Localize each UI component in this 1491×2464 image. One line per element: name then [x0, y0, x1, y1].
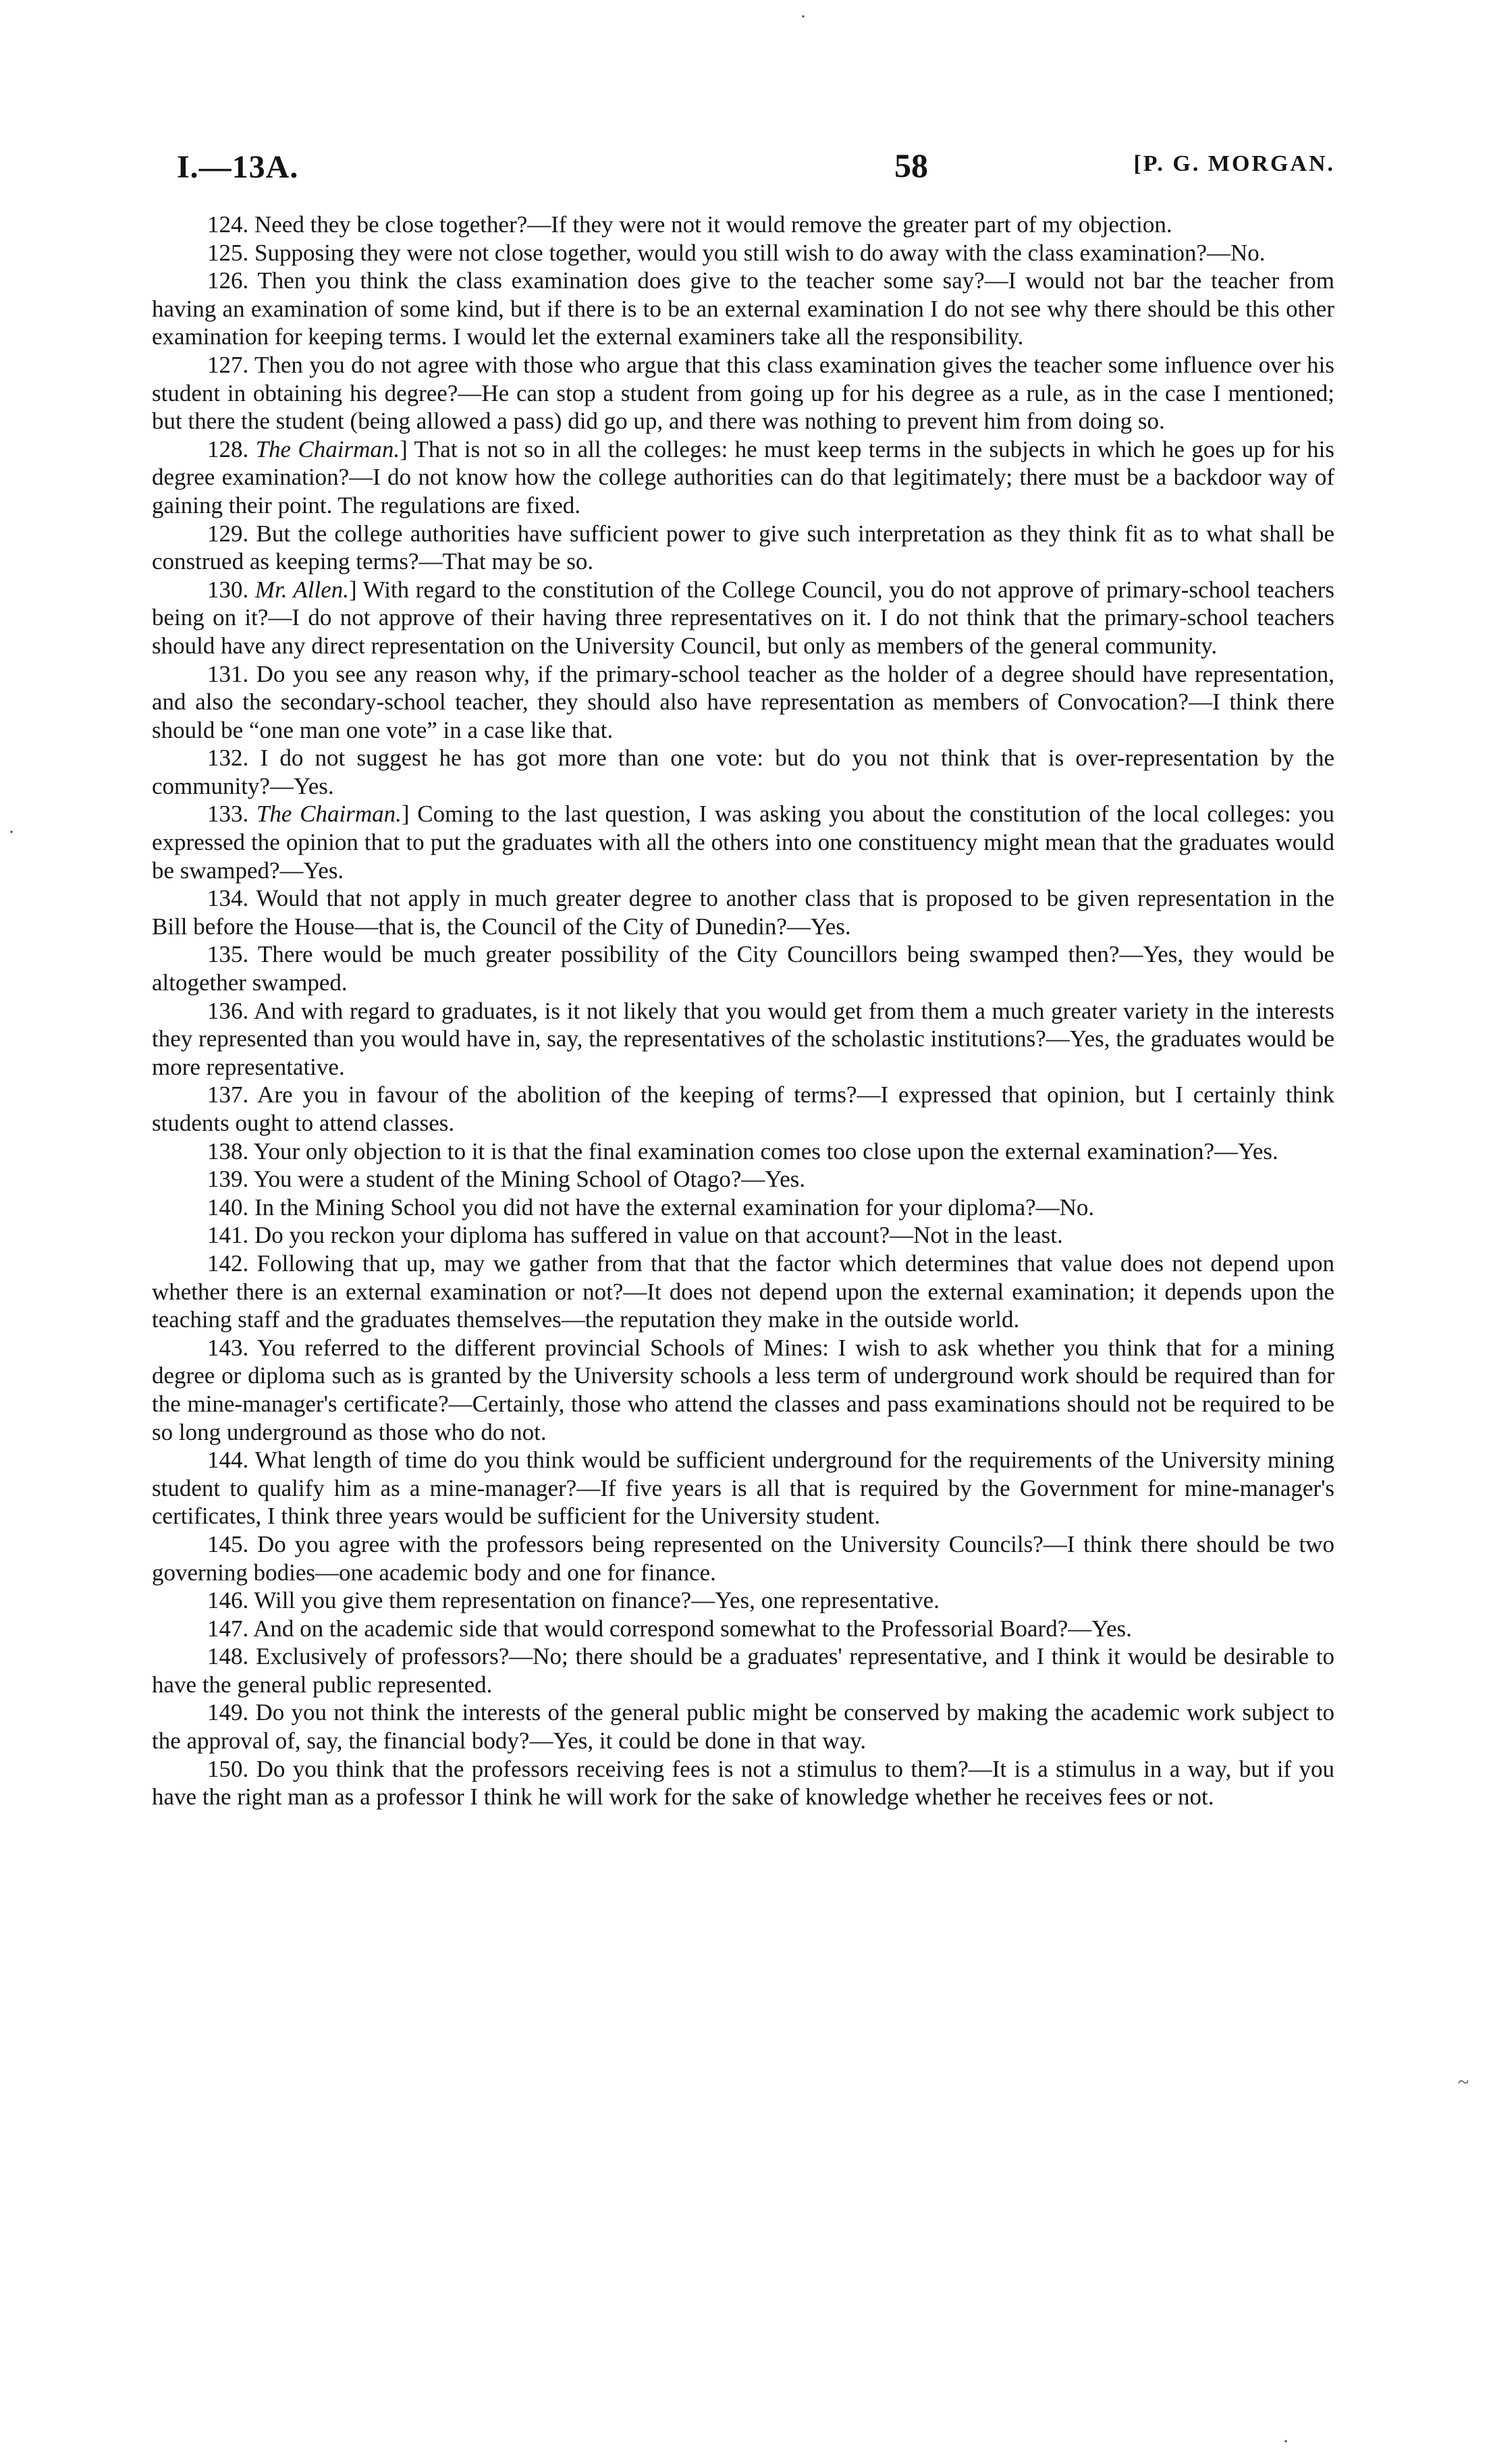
evidence-text [152, 211, 1334, 1811]
question-145: 145. Do you agree with the professors being represented on the University Councils?—I think there should be two governing bodies—one academic body and one for finance. [152, 1530, 1334, 1586]
question-141: 141. Do you reckon your diploma has suffered in value on that account?—Not in the least. [207, 1222, 1063, 1249]
page-number: 58 [894, 146, 928, 184]
speaker-name: The Chairman. [255, 435, 400, 462]
question-135: 135. There would be much greater possibility of the City Councillors being swamped then?—Yes, they would be altogether swamped. [152, 941, 1334, 996]
question-125: 125. Supposing they were not close together, would you still wish to do away with the class examination?—No. [207, 239, 1266, 266]
question-146: 146. Will you give them representation on finance?—Yes, one representative. [207, 1587, 940, 1614]
witness-name: [P. G. MORGAN. [1133, 151, 1335, 176]
question-131: 131. Do you see any reason why, if the primary-school teacher as the holder of a degree should have representation, and also the secondary-school teacher, they should also have representation as members of Convocation?—I think there should be “one man one vote” in a case like that. [152, 660, 1334, 743]
scan-speck: · [8, 821, 15, 843]
question-144: 144. What length of time do you think would be sufficient underground for the requirements of the University mining student to qualify him as a mine-manager?—If five years is all that is required by the Government for mine-manager's certificates, I think three years would be sufficient for the University student. [152, 1447, 1334, 1530]
question-137: 137. Are you in favour of the abolition of the keeping of terms?—I expressed that opinion, but I certainly think students ought to attend classes. [152, 1081, 1334, 1136]
question-143: 143. You referred to the different provincial Schools of Mines: I wish to ask whether you think that for a mining degree or diploma such as is granted by the University schools a less term of underground work should be required than for the mine-manager's certificate?—Certainly, those who attend the classes and pass examinations should not be required to be so long underground as those who do not. [152, 1334, 1334, 1445]
scan-speck: · [800, 5, 807, 28]
question-text: ] With regard to the constitution of the College Council, you do not approve of primary-school teachers being on it?—I do not approve of their having three representatives on it. I do not think that the primary-school teachers should have any direct representation on the University Council, but only as members of the general community. [152, 576, 1335, 659]
question-148: 148. Exclusively of professors?—No; there should be a graduates' representative, and I think it would be desirable to have the general public represented. [152, 1643, 1334, 1698]
question-number: 133. [207, 801, 249, 828]
question-140: 140. In the Mining School you did not have the external examination for your diploma?—No. [207, 1194, 1095, 1221]
question-147: 147. And on the academic side that would correspond somewhat to the Professorial Board?—Yes. [207, 1615, 1132, 1642]
question-150: 150. Do you think that the professors receiving fees is not a stimulus to them?—It is a stimulus in a way, but if you have the right man as a professor I think he will work for the sake of knowledge whether he receives fees or not. [152, 1755, 1334, 1811]
report-reference: I.—13A. [177, 149, 299, 185]
question-133 [152, 800, 1334, 884]
question-139: 139. You were a student of the Mining School of Otago?—Yes. [207, 1166, 805, 1193]
question-number: 128. [207, 435, 249, 462]
speaker-name: Mr. Allen. [254, 576, 349, 603]
question-127: 127. Then you do not agree with those who argue that this class examination gives the teacher some influence over his student in obtaining his degree?—He can stop a student from going up for his degree as a rule, as in the case I mentioned; but there the student (being allowed a pass) did go up, and there was nothing to prevent him from doing so. [152, 351, 1334, 435]
question-134: 134. Would that not apply in much greater degree to another class that is proposed to be given representation in the Bill before the House—that is, the Council of the City of Dunedin?—Yes. [152, 885, 1334, 940]
page-header [177, 146, 1335, 189]
question-132: 132. I do not suggest he has got more than one vote: but do you not think that is over-representation by the community?—Yes. [152, 745, 1334, 799]
question-130 [152, 576, 1334, 660]
question-text: ] Coming to the last question, I was asking you about the constitution of the local colleges: you expressed the opinion that to put the graduates with all the others into one constituency might mean that the graduates would be swamped?—Yes. [152, 801, 1335, 884]
question-138: 138. Your only objection to it is that the final examination comes too close upon the external examination?—Yes. [207, 1137, 1278, 1164]
question-142: 142. Following that up, may we gather from that that the factor which determines that value does not depend upon whether there is an external examination or not?—It does not depend upon the external examination; it depends upon the teaching staff and the graduates themselves—the reputation they make in the outside world. [152, 1250, 1334, 1333]
scan-speck: ~ [1458, 2071, 1469, 2093]
question-128 [152, 435, 1334, 520]
question-124: 124. Need they be close together?—If they were not it would remove the greater part of my objection. [207, 211, 1172, 238]
speaker-name: The Chairman. [256, 801, 402, 828]
question-129: 129. But the college authorities have sufficient power to give such interpretation as they think fit as to what shall be construed as keeping terms?—That may be so. [152, 520, 1334, 575]
question-136: 136. And with regard to graduates, is it not likely that you would get from them a much greater variety in the interests they represented than you would have in, say, the representatives of the scholastic institutions?—Yes, the graduates would be more representative. [152, 997, 1334, 1080]
question-number: 130. [207, 576, 249, 603]
question-text: ] That is not so in all the colleges: he must keep terms in the subjects in which he goes up for his degree examination?—I do not know how the college authorities can do that legitimately; there must be a backdoor way of gaining their point. The regulations are fixed. [152, 435, 1335, 518]
question-149: 149. Do you not think the interests of the general public might be conserved by making the academic work subject to the approval of, say, the financial body?—Yes, it could be done in that way. [152, 1699, 1334, 1755]
question-126: 126. Then you think the class examination does give to the teacher some say?—I would not bar the teacher from having an examination of some kind, but if there is to be an external examination I do not see why there should be this other examination for keeping terms. I would let the external examiners take all the responsibility. [152, 267, 1334, 350]
scan-speck: · [1282, 2430, 1289, 2453]
